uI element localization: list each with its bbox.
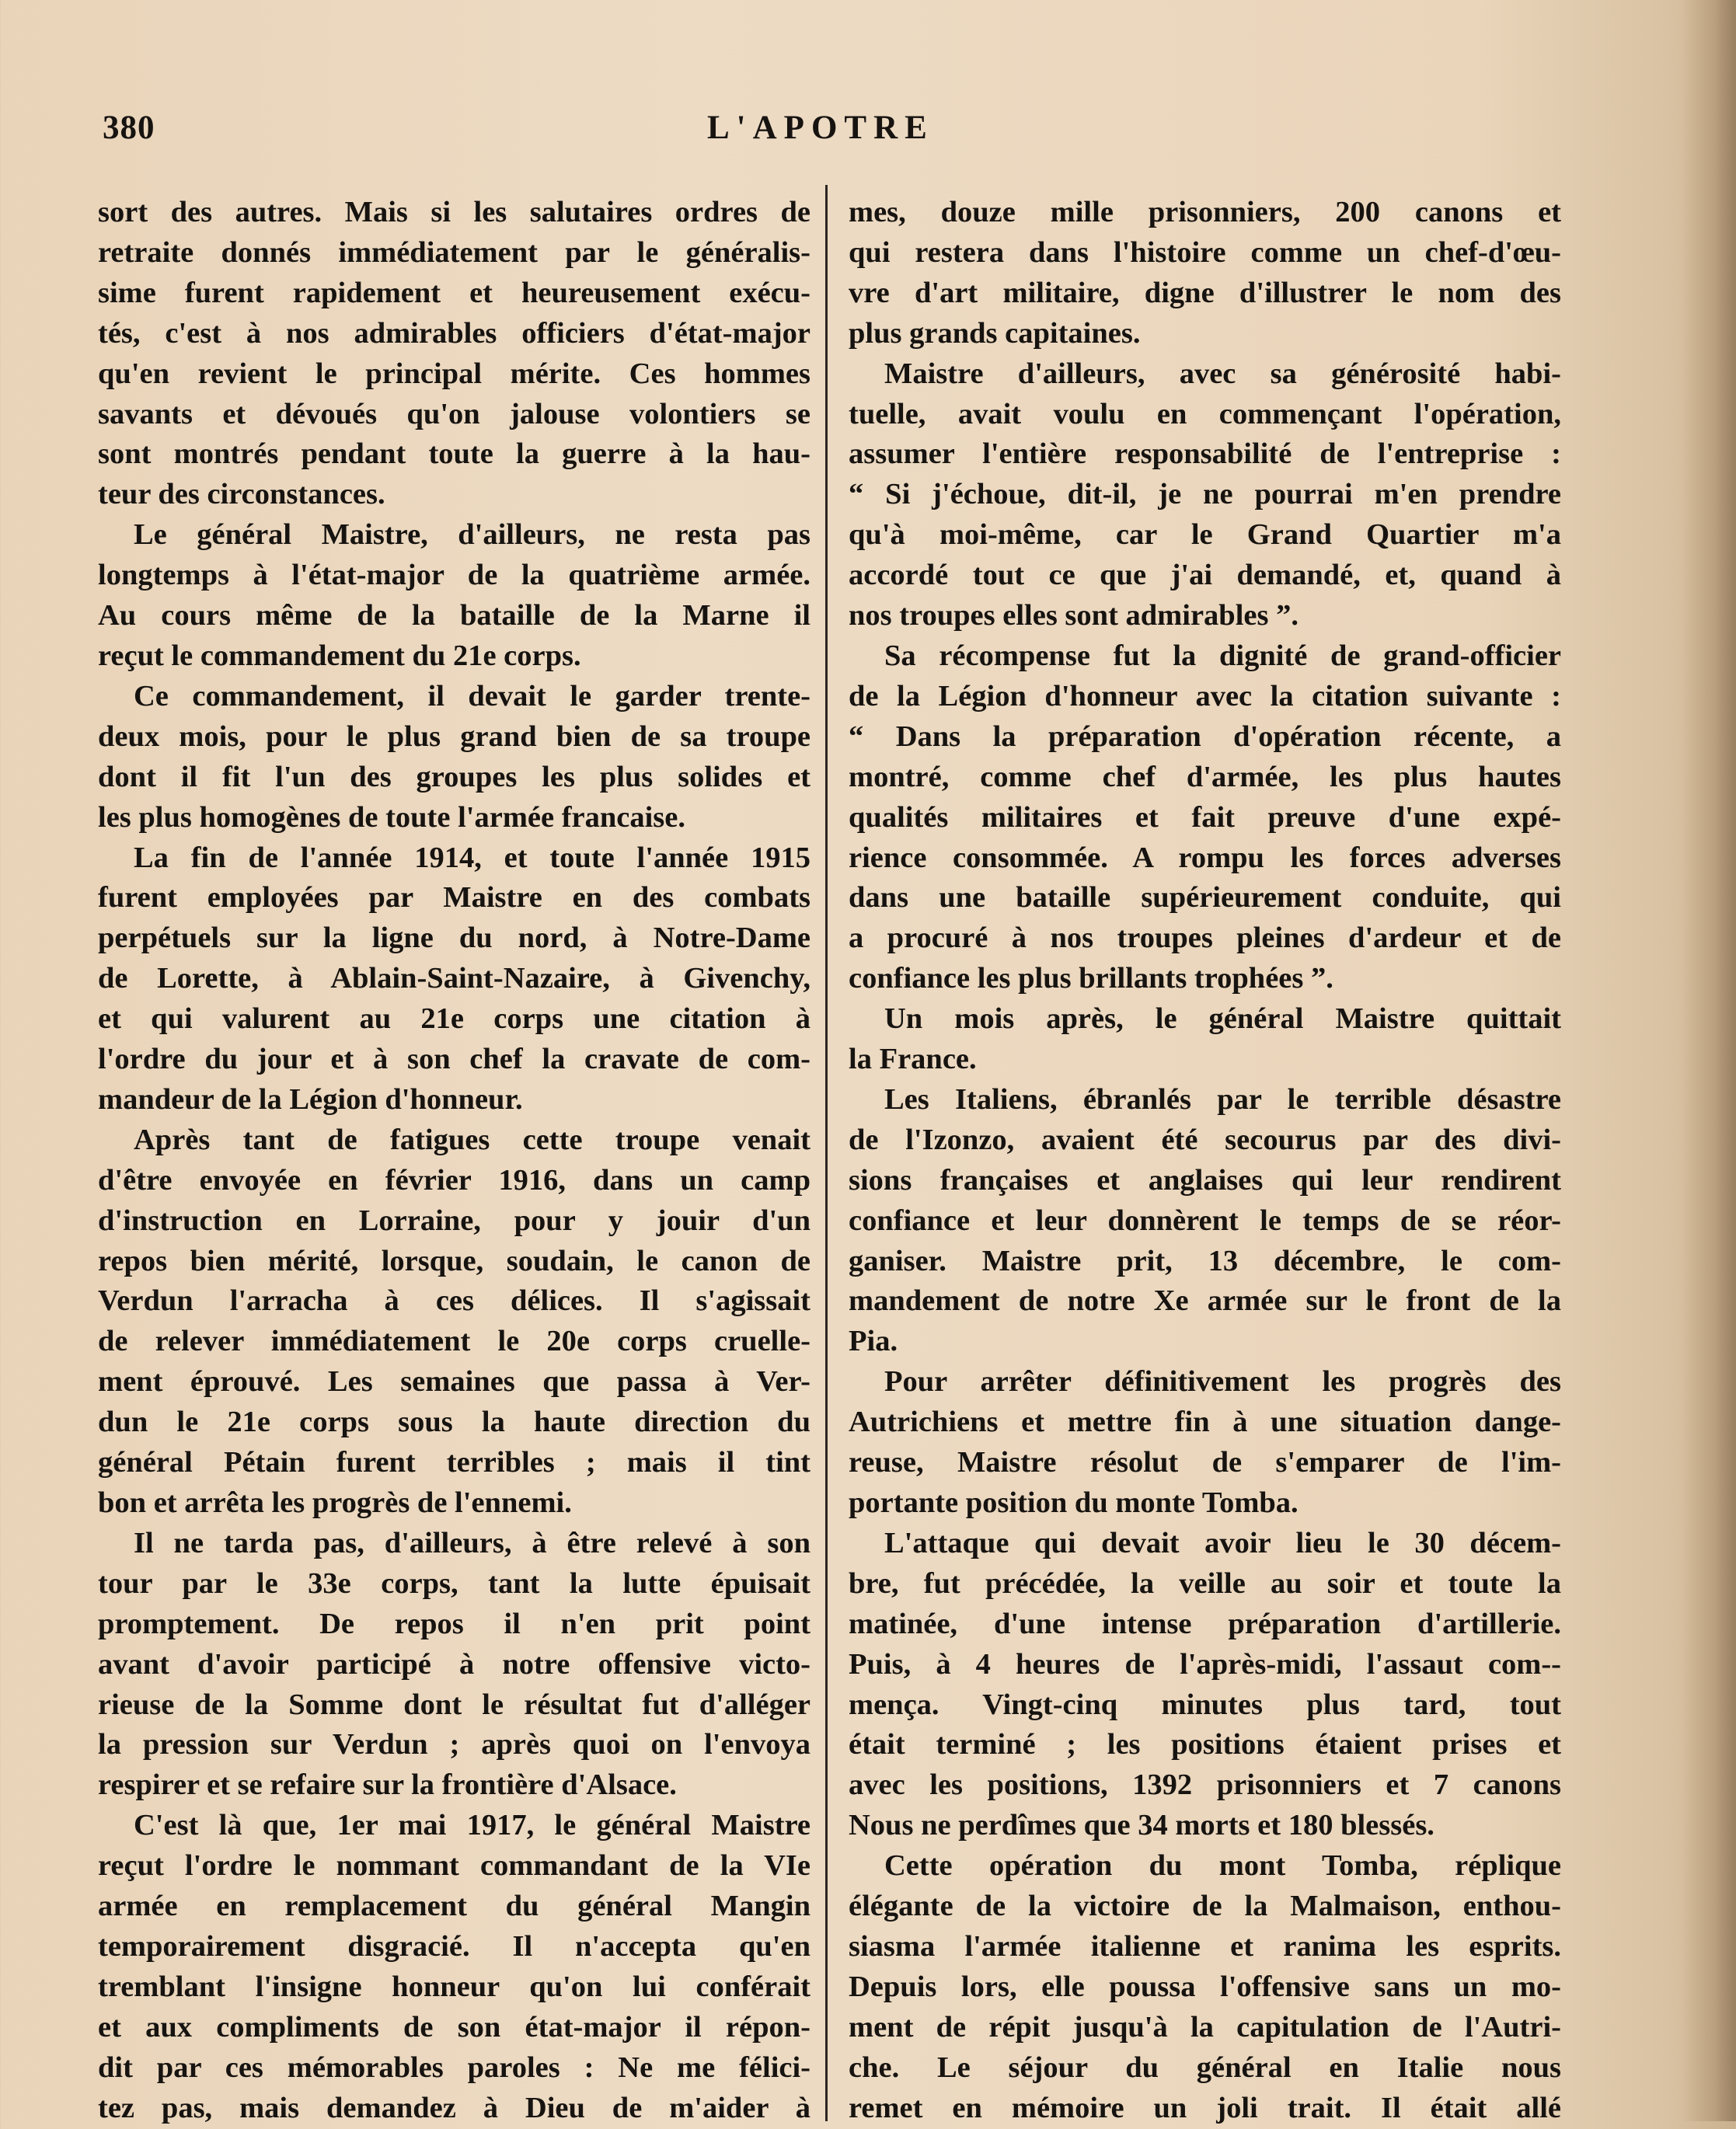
text-line: Autrichiens et mettre fin à une situation dange- [849, 1406, 1561, 1439]
text-line: savants et dévoués qu'on jalouse volontiers se [98, 397, 810, 430]
text-line: qu'en revient le principal mérite. Ces hommes [98, 357, 810, 390]
text-line: montré, comme chef d'armée, les plus hautes [849, 760, 1561, 793]
text-line: Au cours même de la bataille de la Marne il [98, 599, 810, 632]
text-line: de la Légion d'honneur avec la citation suivante : [849, 679, 1561, 713]
text-line: Cette opération du mont Tomba, réplique [884, 1849, 1561, 1883]
text-line: promptement. De repos il n'en prit point [98, 1607, 810, 1640]
text-line: La fin de l'année 1914, et toute l'année 1915 [134, 841, 810, 874]
text-line: a procuré à nos troupes pleines d'ardeur et de [849, 922, 1561, 955]
text-line: Sa récompense fut la dignité de grand-officier [884, 639, 1561, 672]
text-line: Depuis lors, elle poussa l'offensive sans un mo- [849, 1970, 1561, 2003]
text-line: siasma l'armée italienne et ranima les esprits. [849, 1929, 1561, 1963]
text-line: dit par ces mémorables paroles : Ne me félici- [98, 2051, 810, 2084]
text-line: repos bien mérité, lorsque, soudain, le canon de [98, 1244, 810, 1277]
text-line: perpétuels sur la ligne du nord, à Notre-Dame [98, 922, 810, 955]
text-line: plus grands capitaines. [849, 316, 1141, 350]
text-line: élégante de la victoire de la Malmaison, enthou- [849, 1890, 1561, 1923]
text-line: dun le 21e corps sous la haute direction du [98, 1406, 810, 1439]
text-line: tuelle, avait voulu en commençant l'opération, [849, 397, 1561, 430]
text-line: Maistre d'ailleurs, avec sa générosité habi- [884, 357, 1561, 390]
text-line: bon et arrêta les progrès de l'ennemi. [98, 1486, 572, 1519]
text-line: Ce commandement, il devait le garder trente- [134, 679, 810, 713]
text-line: général Pétain furent terribles ; mais il tint [98, 1446, 810, 1479]
text-line: matinée, d'une intense préparation d'artillerie. [849, 1607, 1561, 1640]
text-line: d'être envoyée en février 1916, dans un camp [98, 1163, 810, 1197]
text-line: mandement de notre Xe armée sur le front de la [849, 1284, 1561, 1318]
text-line: reuse, Maistre résolut de s'emparer de l'im- [849, 1446, 1561, 1479]
text-line: temporairement disgracié. Il n'accepta qu'en [98, 1929, 810, 1963]
text-line: armée en remplacement du général Mangin [98, 1890, 810, 1923]
text-line: Après tant de fatigues cette troupe venait [134, 1123, 810, 1156]
text-line: Verdun l'arracha à ces délices. Il s'agissait [98, 1284, 810, 1318]
text-line: L'attaque qui devait avoir lieu le 30 décem- [884, 1526, 1561, 1559]
text-line: rience consommée. A rompu les forces adverses [849, 841, 1561, 874]
text-line: confiance les plus brillants trophées ”. [849, 962, 1333, 995]
text-line: vre d'art militaire, digne d'illustrer le nom des [849, 276, 1561, 309]
text-line: che. Le séjour du général en Italie nous [849, 2051, 1561, 2084]
text-line: l'ordre du jour et à son chef la cravate de com- [98, 1043, 810, 1076]
text-line: Il ne tarda pas, d'ailleurs, à être relevé à son [134, 1526, 810, 1559]
text-line: Puis, à 4 heures de l'après-midi, l'assaut com-- [849, 1647, 1561, 1681]
text-line: respirer et se refaire sur la frontière d'Alsace. [98, 1768, 677, 1802]
page-number: 380 [103, 110, 155, 146]
text-line: de relever immédiatement le 20e corps cruelle- [98, 1325, 810, 1358]
text-line: bre, fut précédée, la veille au soir et toute la [849, 1566, 1561, 1600]
text-line: portante position du monte Tomba. [849, 1486, 1299, 1519]
text-line: mes, douze mille prisonniers, 200 canons et [849, 196, 1561, 228]
text-line: mandeur de la Légion d'honneur. [98, 1082, 523, 1116]
text-line: qui restera dans l'histoire comme un chef-d'œu- [849, 235, 1561, 269]
text-line: dans une bataille supérieurement conduite, qui [849, 881, 1561, 915]
text-line: qualités militaires et fait preuve d'une expé- [849, 800, 1561, 834]
text-line: reçut le commandement du 21e corps. [98, 639, 581, 672]
text-line: nos troupes elles sont admirables ”. [849, 599, 1299, 632]
text-line: dont il fit l'un des groupes les plus solides et [98, 760, 810, 793]
text-line: la France. [849, 1043, 977, 1076]
text-line: “ Dans la préparation d'opération récente, a [849, 720, 1561, 753]
text-line: tez pas, mais demandez à Dieu de m'aider à [98, 2091, 810, 2124]
text-line: sime furent rapidement et heureusement exécu- [98, 276, 810, 309]
text-line: rieuse de la Somme dont le résultat fut d'alléger [98, 1688, 810, 1721]
text-line: tés, c'est à nos admirables officiers d'état-major [98, 316, 810, 350]
text-line: “ Si j'échoue, dit-il, je ne pourrai m'en prendre [849, 478, 1561, 511]
left-column [98, 193, 810, 2129]
text-line: confiance et leur donnèrent le temps de se réor- [849, 1204, 1561, 1237]
text-line: de l'Izonzo, avaient été secourus par des divi- [849, 1123, 1561, 1156]
text-line: ment éprouvé. Les semaines que passa à Ver- [98, 1365, 810, 1399]
text-line: avec les positions, 1392 prisonniers et 7 canons [849, 1768, 1561, 1802]
text-line: Les Italiens, ébranlés par le terrible désastre [884, 1082, 1561, 1116]
text-line: assumer l'entière responsabilité de l'entreprise : [849, 437, 1561, 471]
text-line: et aux compliments de son état-major il répon- [98, 2010, 810, 2044]
text-line: qu'à moi-même, car le Grand Quartier m'a [849, 518, 1561, 552]
text-line: accordé tout ce que j'ai demandé, et, quand à [849, 559, 1561, 592]
text-line: sions françaises et anglaises qui leur rendirent [849, 1163, 1561, 1197]
page-edge-shadow [1682, 0, 1736, 2121]
text-line: la pression sur Verdun ; après quoi on l'envoya [98, 1728, 810, 1761]
text-line: Un mois après, le général Maistre quittait [884, 1002, 1561, 1036]
text-line: ment de répit jusqu'à la capitulation de l'Autri- [849, 2010, 1561, 2044]
text-line: C'est là que, 1er mai 1917, le général Maistre [134, 1809, 810, 1842]
page-header [93, 109, 1562, 155]
text-line: teur des circonstances. [98, 478, 385, 511]
text-line: Le général Maistre, d'ailleurs, ne resta pas [134, 518, 810, 552]
text-line: deux mois, pour le plus grand bien de sa troupe [98, 720, 810, 753]
text-line: mença. Vingt-cinq minutes plus tard, tout [849, 1688, 1561, 1721]
text-line: reçut l'ordre le nommant commandant de la VIe [98, 1849, 810, 1883]
text-line: les plus homogènes de toute l'armée francaise. [98, 800, 685, 834]
right-column [849, 193, 1561, 2129]
text-line: longtemps à l'état-major de la quatrième armée. [98, 559, 810, 592]
text-line: remet en mémoire un joli trait. Il était allé [849, 2091, 1561, 2124]
text-line: tremblant l'insigne honneur qu'on lui conférait [98, 1970, 810, 2003]
text-line: d'instruction en Lorraine, pour y jouir d'un [98, 1204, 810, 1237]
text-line: retraite donnés immédiatement par le généralis- [98, 235, 810, 269]
text-line: furent employées par Maistre en des combats [98, 881, 810, 915]
text-line: sont montrés pendant toute la guerre à la hau- [98, 437, 810, 471]
running-title: L'APOTRE [707, 110, 934, 146]
text-line: était terminé ; les positions étaient prises et [849, 1728, 1561, 1761]
text-line: et qui valurent au 21e corps une citation à [98, 1002, 810, 1036]
text-line: ganiser. Maistre prit, 13 décembre, le com- [849, 1244, 1561, 1277]
text-line: de Lorette, à Ablain-Saint-Nazaire, à Givenchy, [98, 962, 810, 995]
text-line: Pia. [849, 1325, 898, 1358]
text-line: avant d'avoir participé à notre offensive victo- [98, 1647, 810, 1681]
text-line: tour par le 33e corps, tant la lutte épuisait [98, 1566, 810, 1600]
text-line: sort des autres. Mais si les salutaires ordres de [98, 196, 810, 228]
text-line: Nous ne perdîmes que 34 morts et 180 blessés. [849, 1809, 1434, 1842]
text-line: Pour arrêter définitivement les progrès des [884, 1365, 1561, 1399]
column-divider [825, 185, 828, 2121]
